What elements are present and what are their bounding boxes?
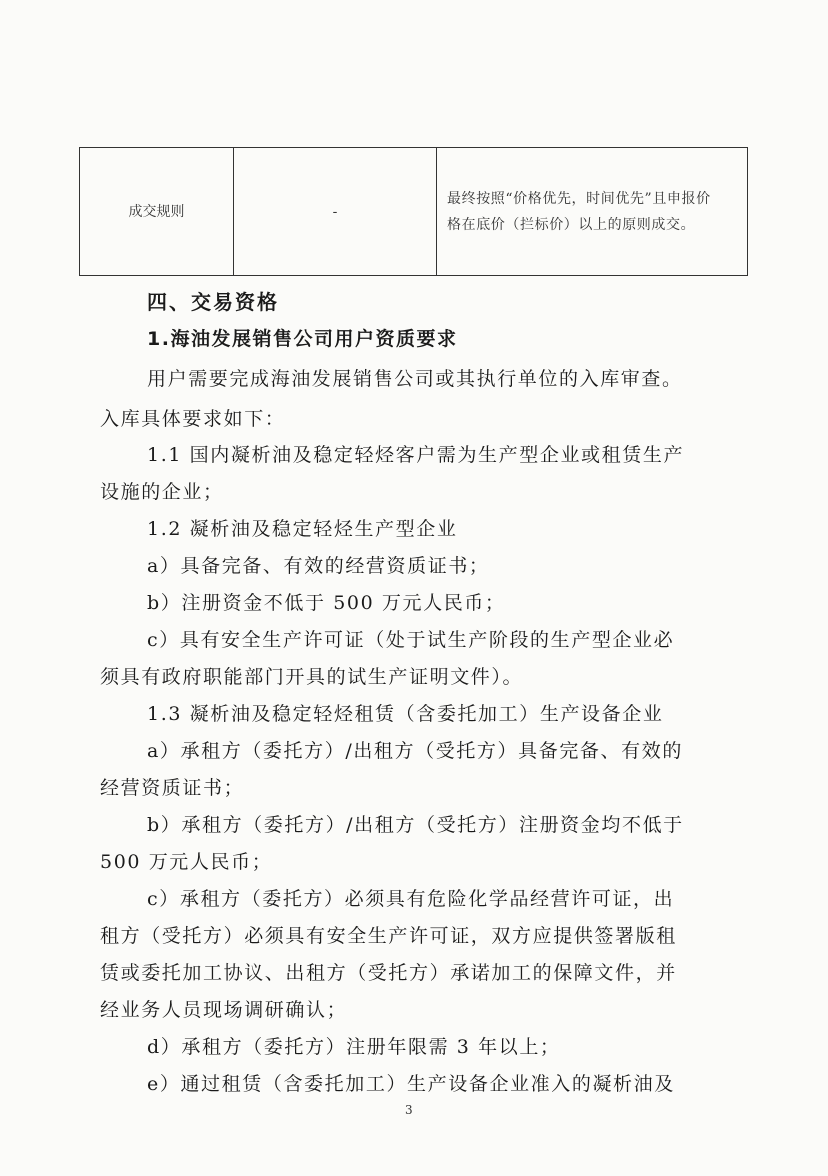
col3-line-1: 最终按照“价格优先，时间优先”且申报价: [447, 190, 711, 207]
paragraph-line: 入库具体要求如下：: [100, 408, 286, 430]
col3-line-2: 格在底价（拦标价）以上的原则成交。: [447, 216, 696, 233]
paragraph-line: 用户需要完成海油发展销售公司或其执行单位的入库审查。: [147, 368, 683, 390]
paragraph-line: 经营资质证书；: [100, 777, 245, 799]
paragraph-line: 须具有政府职能部门开具的试生产证明文件）。: [100, 666, 524, 688]
page-number: 3: [405, 1103, 413, 1117]
paragraph-line: 经业务人员现场调研确认；: [100, 999, 348, 1021]
col3-cell: [437, 148, 748, 276]
paragraph-line: d）承租方（委托方）注册年限需 3 年以上；: [147, 1036, 561, 1058]
paragraph-line: 1.2 凝析油及稳定轻烃生产型企业: [147, 518, 458, 540]
col2-cell: -: [234, 148, 437, 276]
paragraph-line: 1.3 凝析油及稳定轻烃租赁（含委托加工）生产设备企业: [147, 703, 664, 725]
section-heading: 四、交易资格: [147, 290, 279, 314]
paragraph-line: e）通过租赁（含委托加工）生产设备企业准入的凝析油及: [147, 1073, 675, 1095]
paragraph-line: b）承租方（委托方）/出租方（受托方）注册资金均不低于: [147, 814, 684, 836]
paragraph-line: 设施的企业；: [100, 481, 224, 503]
paragraph-line: b）注册资金不低于 500 万元人民币；: [147, 592, 506, 614]
paragraph-line: 赁或委托加工协议、出租方（受托方）承诺加工的保障文件，并: [100, 962, 677, 984]
table-row: [80, 148, 748, 276]
paragraph-line: a）承租方（委托方）/出租方（受托方）具备完备、有效的: [147, 740, 683, 762]
subsection-heading: 1.海油发展销售公司用户资质要求: [147, 328, 458, 350]
paragraph-line: 500 万元人民币；: [100, 851, 273, 873]
paragraph-line: c）承租方（委托方）必须具有危险化学品经营许可证，出: [147, 888, 675, 910]
paragraph-line: a）具备完备、有效的经营资质证书；: [147, 555, 490, 577]
paragraph-line: 1.1 国内凝析油及稳定轻烃客户需为生产型企业或租赁生产: [147, 444, 685, 466]
row-label-cell: 成交规则: [80, 148, 234, 276]
paragraph-line: 租方（受托方）必须具有安全生产许可证，双方应提供签署版租: [100, 925, 677, 947]
paragraph-line: c）具有安全生产许可证（处于试生产阶段的生产型企业必: [147, 629, 675, 651]
rules-table: [79, 147, 748, 276]
